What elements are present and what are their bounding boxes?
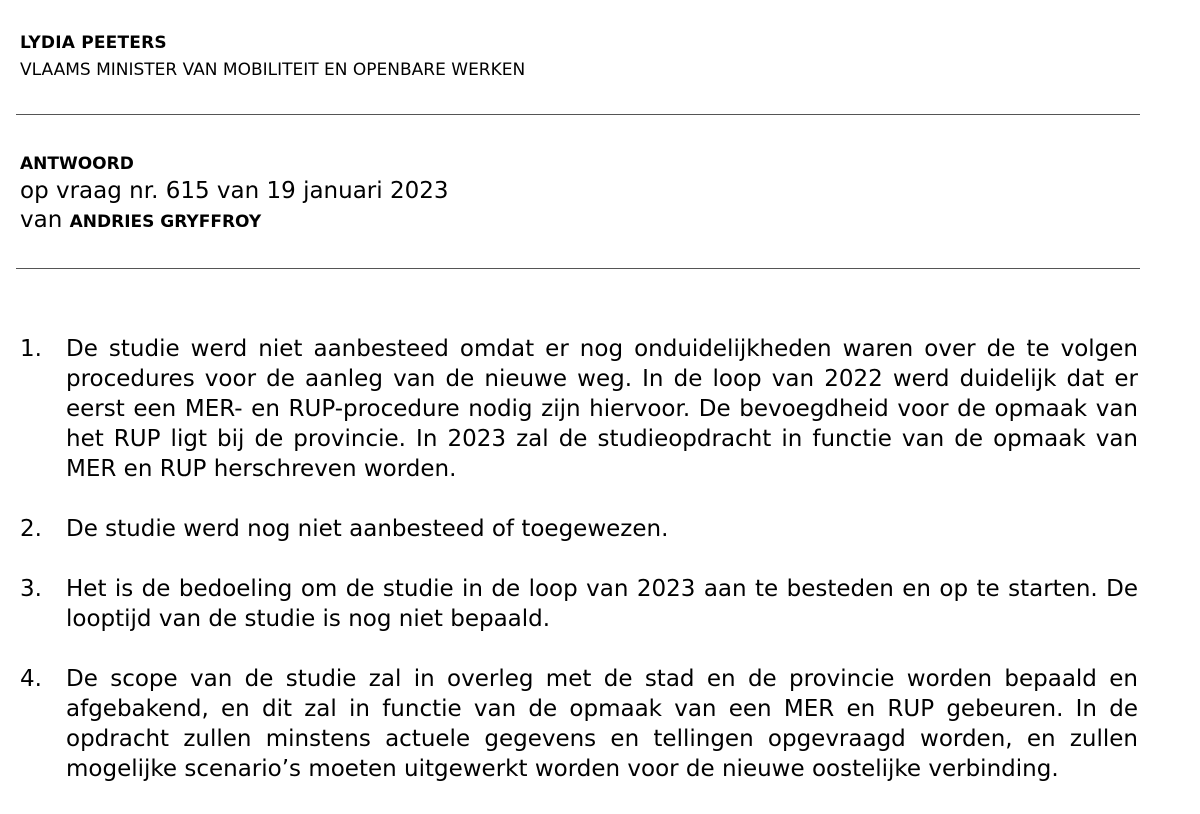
questioner-prefix: van bbox=[20, 207, 63, 233]
minister-name: LYDIA PEETERS bbox=[20, 33, 167, 53]
answer-number: 1. bbox=[20, 336, 42, 362]
answer-text: Het is de bedoeling om de studie in de loop van 2023 aan te besteden en op te starten. De looptijd van de studie is nog niet bepaald. bbox=[66, 576, 1138, 632]
answer-item bbox=[20, 664, 1138, 784]
answer-text: De studie werd nog niet aanbesteed of toegewezen. bbox=[66, 516, 669, 542]
divider-top bbox=[16, 114, 1140, 115]
answer-text: De studie werd niet aanbesteed omdat er nog onduidelijkheden waren over de te volgen procedures voor de aanleg van de nieuwe weg. In de loop van 2022 werd duidelijk dat er eerst een MER- en RUP-procedure nodig zijn hiervoor. De bevoegdheid voor de opmaak van het RUP ligt bij de provincie. In 2023 zal de studieopdracht in functie van de opmaak van MER en RUP herschreven worden. bbox=[66, 336, 1138, 482]
answer-list bbox=[20, 334, 1138, 814]
questioner-line bbox=[20, 206, 449, 236]
answer-heading bbox=[20, 152, 449, 236]
divider-bottom bbox=[16, 268, 1140, 269]
answer-item bbox=[20, 574, 1138, 634]
answer-label: ANTWOORD bbox=[20, 154, 134, 174]
question-reference: op vraag nr. 615 van 19 januari 2023 bbox=[20, 178, 449, 204]
questioner-name: ANDRIES GRYFFROY bbox=[69, 212, 262, 232]
letterhead bbox=[20, 32, 525, 81]
answer-number: 3. bbox=[20, 576, 42, 602]
answer-text: De scope van de studie zal in overleg met de stad en de provincie worden bepaald en afgebakend, en dit zal in functie van de opmaak van een MER en RUP gebeuren. In de opdracht zullen minstens actuele gegevens en tellingen opgevraagd worden, en zullen mogelijke scenario’s moeten uitgewerkt worden voor de nieuwe oostelijke verbinding. bbox=[66, 666, 1138, 782]
answer-item bbox=[20, 334, 1138, 484]
minister-role: VLAAMS MINISTER VAN MOBILITEIT EN OPENBARE WERKEN bbox=[20, 60, 526, 80]
answer-number: 2. bbox=[20, 516, 42, 542]
answer-item bbox=[20, 514, 1138, 544]
answer-number: 4. bbox=[20, 666, 42, 692]
